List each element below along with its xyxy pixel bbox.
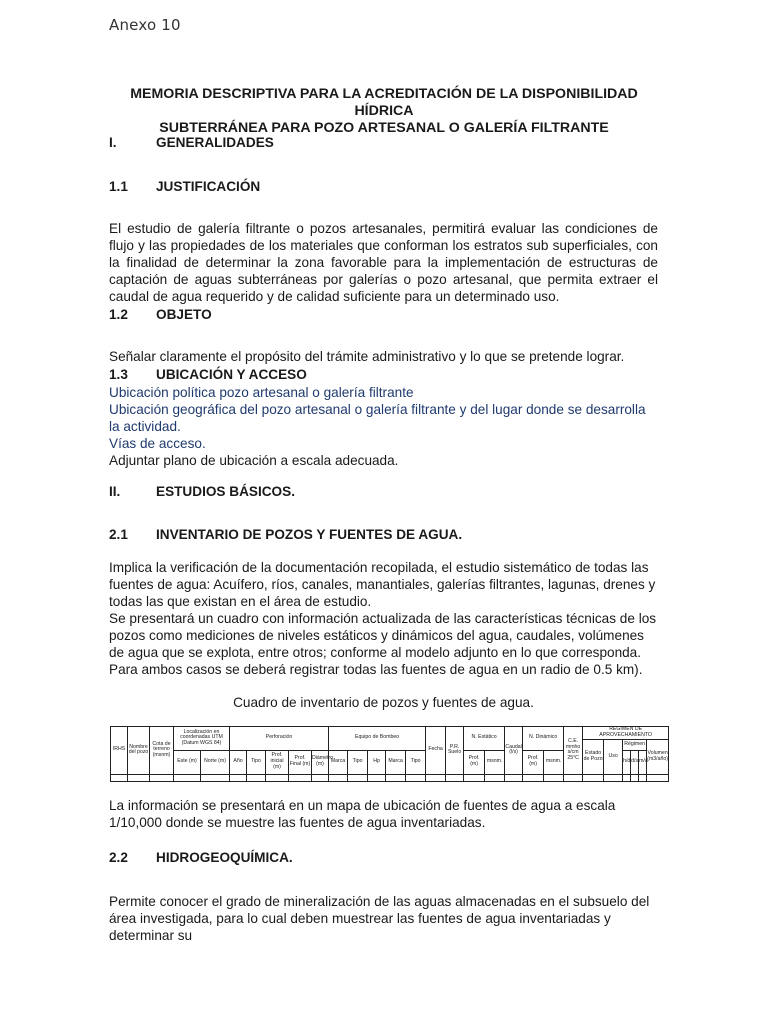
- header-estado: Estado de Pozo: [583, 739, 604, 774]
- header-motor-hp: Hp: [368, 750, 386, 774]
- subsection-title: UBICACIÓN Y ACCESO: [156, 367, 307, 382]
- header-regimen-ds: d/s: [631, 750, 639, 774]
- section-title: GENERALIDADES: [156, 135, 274, 150]
- header-n-estatico-msnm: msnm.: [485, 750, 505, 774]
- header-regimen-hd: h/d: [623, 750, 631, 774]
- header-este: Este (m): [174, 750, 201, 774]
- ubicacion-item: Ubicación política pozo artesanal o galería filtrante: [109, 385, 414, 400]
- ubicacion-item: Vías de acceso.: [109, 436, 206, 451]
- header-n-dinamico-prof: Prof. (m): [523, 750, 544, 774]
- table-header-row-1: [111, 727, 669, 740]
- subsection-number: 2.1: [109, 527, 128, 542]
- inventario-paragraph-1: Implica la verificación de la documentación recopilada, el estudio sistemático de todas las fuentes de agua: Acuífero, ríos, canales, manantiales, galerías filtrantes, lagunas, drenes y todas las que existan en el área de estudio.: [109, 560, 656, 609]
- subsection-number: 1.3: [109, 367, 128, 382]
- subsection-title: INVENTARIO DE POZOS Y FUENTES DE AGUA.: [156, 527, 463, 542]
- subsection-title: OBJETO: [156, 307, 212, 322]
- objeto-paragraph: Señalar claramente el propósito del trámite administrativo y lo que se pretende lograr.: [109, 349, 625, 364]
- header-equipo-bombeo: Equipo de Bombeo: [329, 727, 426, 751]
- header-fecha: Fecha: [426, 727, 446, 775]
- header-uso: Uso: [604, 739, 623, 774]
- ubicacion-note: Adjuntar plano de ubicación a escala adecuada.: [109, 453, 399, 468]
- subsection-number: 2.2: [109, 850, 128, 865]
- ubicacion-item: Ubicación geográfica del pozo artesanal o galería filtrante y del lugar donde se desarrolla la actividad.: [109, 402, 646, 434]
- header-localizacion: Localización en coordenadas UTM (Datum WGS 84): [174, 727, 230, 751]
- header-bomba-marca: Marca: [386, 750, 406, 774]
- inventario-paragraphs: [109, 559, 658, 678]
- header-pr-suelo: P.R. Suelo: [446, 727, 464, 775]
- header-perforacion: Perforación: [230, 727, 329, 751]
- header-n-estatico: N. Estático: [464, 727, 505, 751]
- header-cota: Cota de terreno (msnm): [150, 727, 174, 775]
- hidrogeoquimica-paragraph: Permite conocer el grado de mineralización de las aguas almacenadas en el subsuelo del área investigada, para lo cual deben muestrear las fuentes de agua inventariadas y determinar su: [109, 894, 650, 943]
- header-norte: Norte (m): [201, 750, 230, 774]
- ubicacion-block: [109, 384, 658, 469]
- header-anio: Año: [230, 750, 247, 774]
- header-motor-tipo: Tipo: [348, 750, 368, 774]
- document-title-line-1: MEMORIA DESCRIPTIVA PARA LA ACREDITACIÓN DE LA DISPONIBILIDAD HÍDRICA: [130, 86, 638, 119]
- header-prof-inicial: Prof. inicial (m): [266, 750, 289, 774]
- header-diametro: Diámetro (m): [312, 750, 329, 774]
- annex-label: Anexo 10: [109, 16, 181, 34]
- header-regimen-aprovechamiento: REGIMEN DE APROVECHAMIENTO: [583, 727, 669, 740]
- header-motor-marca: Marca: [329, 750, 348, 774]
- document-title-line-2: SUBTERRÁNEA PARA POZO ARTESANAL O GALERÍA FILTRANTE: [159, 120, 609, 136]
- header-n-dinamico: N. Dinámico: [523, 727, 564, 751]
- subsection-number: 1.2: [109, 307, 128, 322]
- header-regimen-ma: m/a: [639, 750, 647, 774]
- header-irhs: IRHS: [111, 727, 128, 775]
- document-title: [100, 86, 668, 137]
- section-number: I.: [109, 135, 117, 150]
- header-tipo: Tipo: [247, 750, 266, 774]
- section-title: ESTUDIOS BÁSICOS.: [156, 484, 295, 499]
- inventario-paragraph-3: Para ambos casos se deberá registrar todas las fuentes de agua en un radio de 0.5 km).: [109, 662, 643, 677]
- header-prof-final: Prof. Final (m): [289, 750, 312, 774]
- header-regimen: Régimen: [623, 739, 647, 750]
- justificacion-paragraph: El estudio de galería filtrante o pozos artesanales, permitirá evaluar las condiciones de flujo y las propiedades de los materiales que conforman los estratos sub superficiales, con la finalidad de determinar la zona favorable para la implementación de estructuras de captación de aguas subterráneas por galerías o pozo artesanal, que permita extraer el caudal de agua requerido y de calidad suficiente para un determinado uso.: [109, 221, 658, 304]
- section-number: II.: [109, 484, 121, 499]
- inventory-table: [110, 726, 669, 782]
- inventario-paragraph-2: Se presentará un cuadro con información actualizada de las características técnicas de los pozos como mediciones de niveles estáticos y dinámicos del agua, caudales, volúmenes de agua que se explota, entre otros; conforme al modelo adjunto en lo que corresponda.: [109, 611, 657, 660]
- subsection-number: 1.1: [109, 179, 128, 194]
- table-data-row: [111, 774, 669, 781]
- header-ce: C.E. mmho s/cm 25°C: [564, 727, 583, 775]
- header-bomba-tipo: Tipo: [406, 750, 426, 774]
- header-caudal: Caudal (l/s): [505, 727, 523, 775]
- header-n-dinamico-msnm: msnm.: [544, 750, 564, 774]
- map-paragraph: La información se presentará en un mapa de ubicación de fuentes de agua a escala 1/10,000 donde se muestre las fuentes de agua inventariadas.: [109, 798, 616, 830]
- header-volumen: Volumen (m3/año): [647, 739, 669, 774]
- subsection-title: HIDROGEOQUÍMICA.: [156, 850, 293, 865]
- subsection-title: JUSTIFICACIÓN: [156, 179, 261, 194]
- header-nombre: Nombre del pozo: [128, 727, 150, 775]
- header-n-estatico-prof: Prof. (m): [464, 750, 485, 774]
- table-caption: Cuadro de inventario de pozos y fuentes de agua.: [233, 695, 534, 710]
